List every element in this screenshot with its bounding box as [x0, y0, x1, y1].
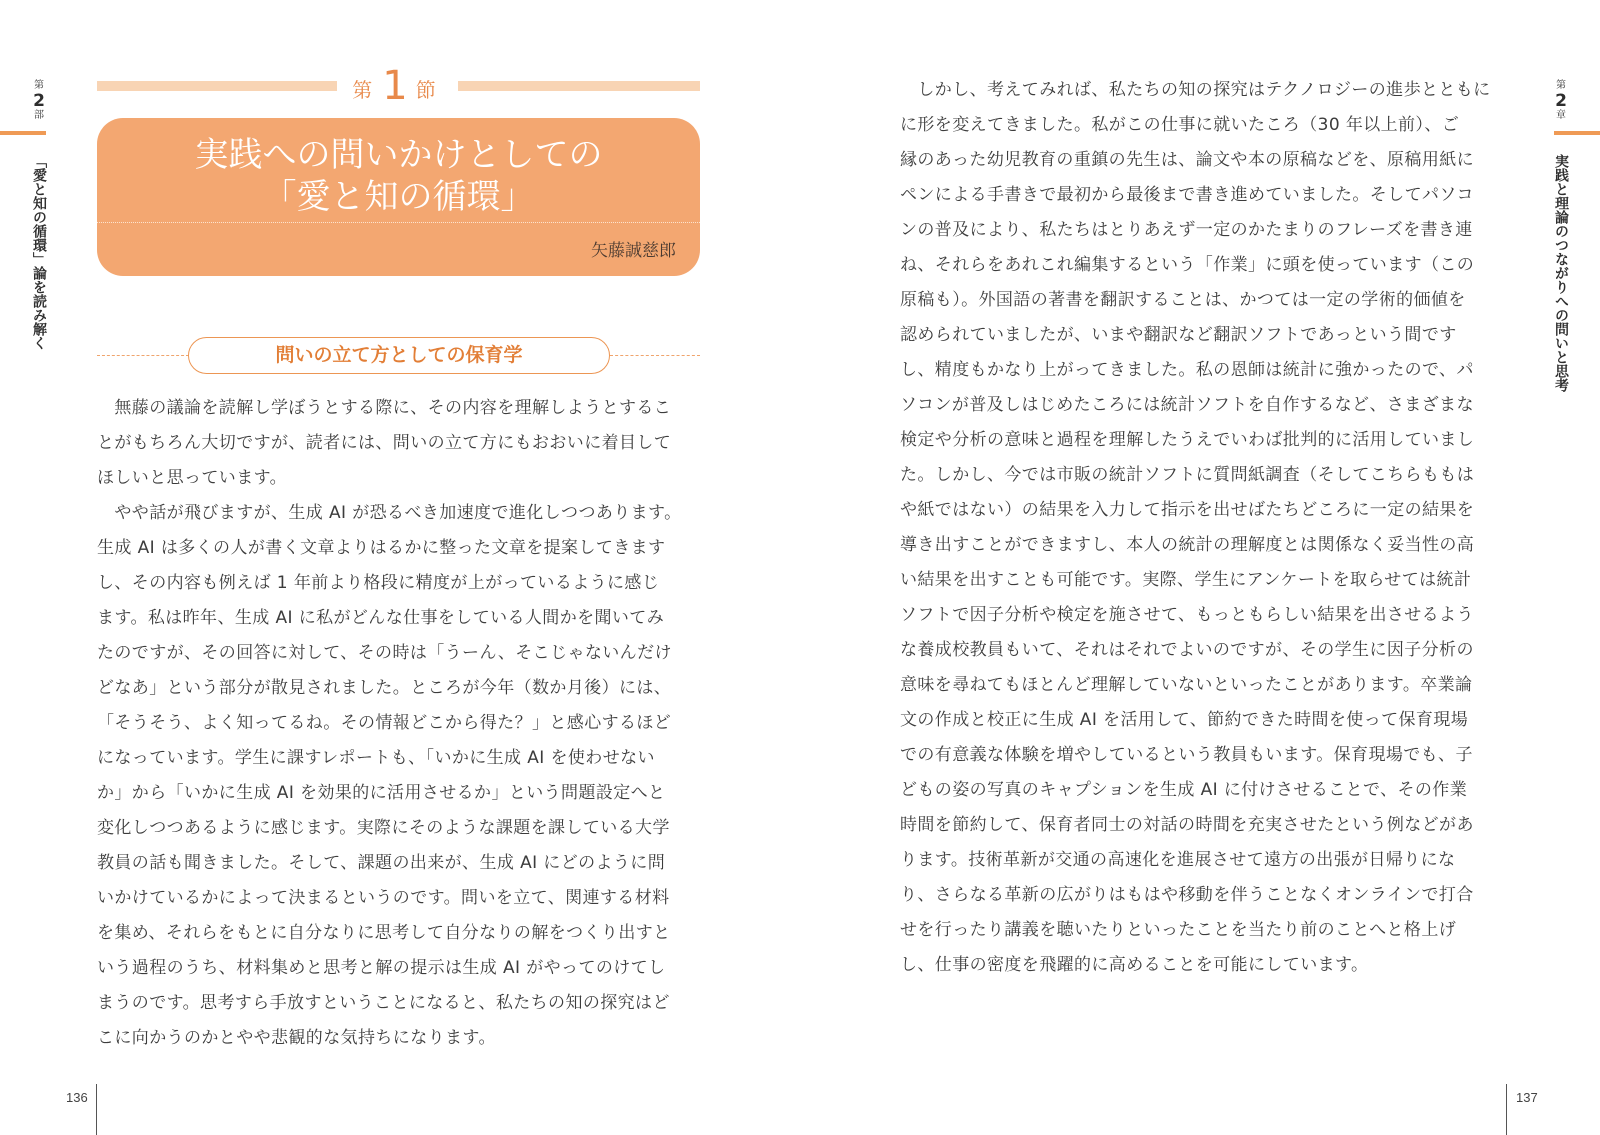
left-tab-vertical-wrap [24, 140, 54, 350]
chapter-label-suffix: 章 [1556, 110, 1566, 121]
text-line: たのですが、その回答に対して、その時は「うーん、そこじゃないんだけ [97, 643, 672, 663]
right-tab-rule [1554, 131, 1600, 135]
text-line: こに向かうのかとやや悲観的な気持ちになります。 [97, 1028, 496, 1048]
section-band-right [450, 81, 700, 91]
part-label [24, 80, 54, 122]
text-line: 教員の話も聞きました。そして、課題の出来が、生成 AI にどのように問 [97, 853, 666, 873]
chapter-title-vertical: 実践と理論のつながりへの問いと思考 [1553, 154, 1569, 392]
section-suffix: 節 [415, 78, 446, 102]
page-tick-left [96, 1084, 97, 1135]
text-line: 原稿も）。外国語の著書を翻訳することは、かつては一定の学術的価値を [900, 290, 1466, 310]
text-line: 意味を尋ねてもほとんど理解していないといったことがあります。卒業論 [900, 675, 1473, 695]
text-line: 生成 AI は多くの人が書く文章よりはるかに整った文章を提案してきます [97, 538, 666, 558]
text-line: 時間を節約して、保育者同士の対話の時間を充実させたという例などがあ [900, 815, 1474, 835]
right-tab-vertical-wrap [1546, 140, 1576, 392]
page-number-right: 137 [1516, 1090, 1538, 1105]
text-line: に形を変えてきました。私がこの仕事に就いたころ（30 年以上前）、ご [900, 115, 1460, 135]
text-line: ね、それらをあれこれ編集するという「作業」に頭を使っています（この [900, 255, 1475, 275]
chapter-title [97, 134, 700, 218]
text-line: しかし、考えてみれば、私たちの知の探究はテクノロジーの進歩とともに [900, 80, 1491, 100]
text-line: た。しかし、今では市販の統計ソフトに質問紙調査（そしてこちらももは [900, 465, 1475, 485]
text-line: な養成校教員もいて、それはそれでよいのですが、その学生に因子分析の [900, 640, 1474, 660]
left-body-text [97, 391, 702, 1056]
right-side-tab [1546, 80, 1576, 122]
text-line: い結果を出すことも可能です。実際、学生にアンケートを取らせては統計 [900, 570, 1472, 590]
text-line: せを行ったり講義を聴いたりといったことを当たり前のことへと格上げ [900, 920, 1457, 940]
text-line: での有意義な体験を増やしているという教員もいます。保育現場でも、子 [900, 745, 1473, 765]
section-prefix: 第 [352, 78, 383, 102]
chapter-title-line2: 「愛と知の循環」 [262, 177, 535, 217]
text-line: し、精度もかなり上がってきました。私の恩師は統計に強かったので、パ [900, 360, 1474, 380]
text-line: や紙ではない）の結果を入力して指示を出せばたちどころに一定の結果を [900, 500, 1475, 520]
chapter-label-prefix: 第 [1556, 80, 1566, 91]
text-line: 縁のあった幼児教育の重鎮の先生は、論文や本の原稿などを、原稿用紙に [900, 150, 1475, 170]
title-divider [97, 222, 700, 223]
text-line: か」から「いかに生成 AI を効果的に活用させるか」という問題設定へと [97, 783, 666, 803]
text-line: どもの姿の写真のキャプションを生成 AI に付けさせることで、その作業 [900, 780, 1468, 800]
text-line: を集め、それらをもとに自分なりに思考して自分なりの解をつくり出すと [97, 923, 671, 943]
text-line: ります。技術革新が交通の高速化を進展させて遠方の出張が日帰りにな [900, 850, 1456, 870]
chapter-label [1546, 80, 1576, 122]
chapter-number: 2 [1555, 91, 1567, 111]
text-line: 検定や分析の意味と過程を理解したうえでいわば批判的に活用していまし [900, 430, 1475, 450]
section-label [340, 63, 458, 109]
text-line: し、仕事の密度を飛躍的に高めることを可能にしています。 [900, 955, 1369, 975]
text-line: いかけているかによって決まるというのです。問いを立て、関連する材料 [97, 888, 670, 908]
left-tab-rule [0, 131, 46, 135]
part-label-prefix: 第 [34, 80, 44, 91]
text-line: ソフトで因子分析や検定を施させて、もっともらしい結果を出させるよう [900, 605, 1474, 625]
text-line: 変化しつつあるように感じます。実際にそのような課題を課している大学 [97, 818, 670, 838]
subheading-rule-right [610, 355, 700, 356]
chapter-title-box [97, 118, 700, 276]
author-name: 矢藤誠慈郎 [591, 241, 676, 261]
text-line: ペンによる手書きで最初から最後まで書き進めていました。そしてパソコ [900, 185, 1474, 205]
section-band-left [97, 81, 337, 91]
text-line: ンの普及により、私たちはとりあえず一定のかたまりのフレーズを書き連 [900, 220, 1473, 240]
subheading-rule-left [97, 355, 189, 356]
text-line: ほしいと思っています。 [97, 468, 288, 488]
text-line: どなあ」という部分が散見されました。ところが今年（数か月後）には、 [97, 678, 672, 698]
chapter-title-line1: 実践への問いかけとしての [194, 135, 603, 175]
page-tick-right [1506, 1084, 1507, 1135]
text-line: ます。私は昨年、生成 AI に私がどんな仕事をしている人間かを聞いてみ [97, 608, 665, 628]
text-line: 無藤の議論を読解し学ぼうとする際に、その内容を理解しようとするこ [97, 398, 672, 418]
text-line: 文の作成と校正に生成 AI を活用して、節約できた時間を使って保育現場 [900, 710, 1469, 730]
text-line: ソコンが普及しはじめたころには統計ソフトを自作するなど、さまざまな [900, 395, 1474, 415]
section-number: 1 [382, 63, 416, 109]
page-number-left: 136 [66, 1090, 88, 1105]
text-line: 認められていましたが、いまや翻訳など翻訳ソフトであっという間です [900, 325, 1457, 345]
part-title-vertical: 「愛と知の循環」論を読み解く [31, 154, 47, 350]
text-line: になっています。学生に課すレポートも、「いかに生成 AI を使わせない [97, 748, 655, 768]
text-line: いう過程のうち、材料集めと思考と解の提示は生成 AI がやってのけてし [97, 958, 666, 978]
part-label-suffix: 部 [34, 110, 44, 121]
subheading: 問いの立て方としての保育学 [188, 337, 610, 374]
text-line: 導き出すことができますし、本人の統計の理解度とは関係なく妥当性の高 [900, 535, 1475, 555]
text-line: とがもちろん大切ですが、読者には、問いの立て方にもおおいに着目して [97, 433, 672, 453]
text-line: り、さらなる革新の広がりはもはや移動を伴うことなくオンラインで打合 [900, 885, 1474, 905]
text-line: まうのです。思考すら手放すということになると、私たちの知の探究はど [97, 993, 670, 1013]
text-line: やや話が飛びますが、生成 AI が恐るべき加速度で進化しつつあります。 [97, 503, 682, 523]
text-line: し、その内容も例えば 1 年前より格段に精度が上がっているように感じ [97, 573, 660, 593]
left-side-tab [24, 80, 54, 122]
part-number: 2 [33, 91, 45, 111]
text-line: 「そうそう、よく知ってるね。その情報どこから得た？」と感心するほど [97, 713, 672, 733]
right-body-text [900, 73, 1505, 983]
